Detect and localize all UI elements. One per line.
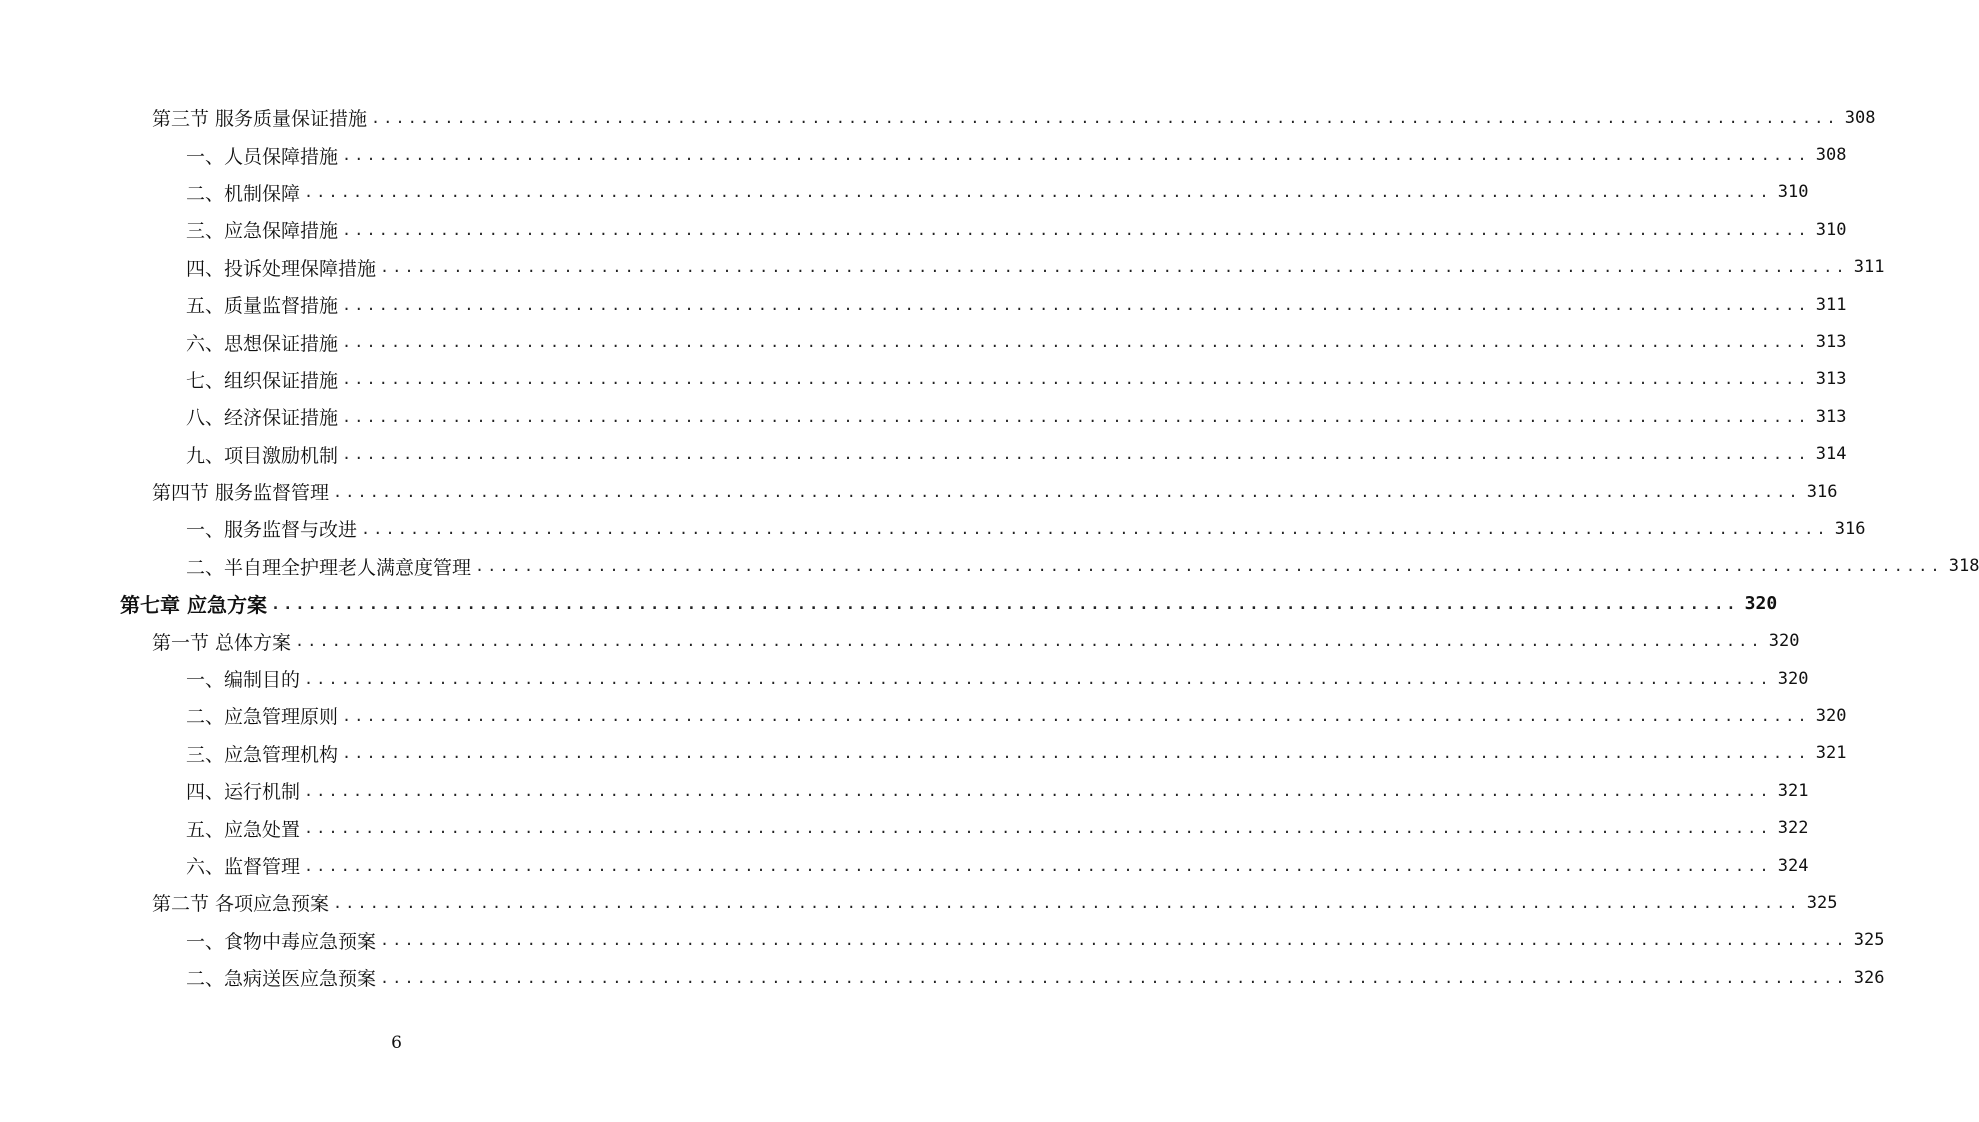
toc-entry-page-number: 325 (1853, 930, 1885, 951)
toc-entry-label: 四、运行机制 (186, 777, 304, 804)
toc-entry-section[interactable] (0, 473, 1838, 510)
table-of-contents (0, 99, 1979, 996)
page-number: 6 (391, 1033, 402, 1053)
toc-entry-item[interactable] (0, 286, 1847, 323)
toc-entry-item[interactable] (0, 697, 1847, 734)
toc-entry-label: 第七章 应急方案 (120, 589, 271, 618)
toc-dot-leader: ........................................................................................................................ (342, 295, 1810, 314)
toc-entry-page-number: 321 (1777, 780, 1809, 801)
toc-entry-label: 第四节 服务监督管理 (152, 478, 333, 505)
toc-entry-item[interactable] (0, 660, 1809, 697)
toc-entry-item[interactable] (0, 847, 1809, 884)
toc-entry-page-number: 316 (1834, 518, 1866, 539)
toc-entry-item[interactable] (0, 510, 1866, 547)
toc-entry-item[interactable] (0, 398, 1847, 435)
toc-entry-page-number: 308 (1815, 145, 1847, 166)
toc-entry-label: 三、应急管理机构 (186, 740, 342, 767)
toc-entry-section[interactable] (0, 884, 1838, 921)
toc-entry-item[interactable] (0, 772, 1809, 809)
toc-entry-page-number: 318 (1948, 556, 1979, 577)
toc-entry-page-number: 326 (1853, 967, 1885, 988)
toc-dot-leader: ........................................................................................................................ (270, 594, 1739, 613)
toc-entry-page-number: 308 (1844, 107, 1876, 128)
toc-entry-page-number: 313 (1815, 406, 1847, 427)
toc-dot-leader: ........................................................................................................................ (304, 856, 1772, 875)
toc-entry-label: 九、项目激励机制 (186, 441, 342, 468)
toc-entry-page-number: 320 (1777, 668, 1809, 689)
toc-dot-leader: ........................................................................................................................ (342, 146, 1810, 165)
toc-dot-leader: ........................................................................................................................ (333, 893, 1801, 912)
toc-dot-leader: ........................................................................................................................ (342, 333, 1810, 352)
toc-entry-item[interactable] (0, 323, 1847, 360)
toc-entry-label: 一、人员保障措施 (186, 142, 342, 169)
toc-entry-page-number: 324 (1777, 855, 1809, 876)
toc-entry-page-number: 313 (1815, 369, 1847, 390)
toc-entry-label: 二、急病送医应急预案 (186, 964, 380, 991)
toc-entry-page-number: 313 (1815, 332, 1847, 353)
toc-entry-page-number: 316 (1806, 481, 1838, 502)
toc-entry-label: 六、思想保证措施 (186, 329, 342, 356)
toc-dot-leader: ........................................................................................................................ (475, 557, 1943, 576)
toc-dot-leader: ........................................................................................................................ (342, 407, 1810, 426)
toc-entry-page-number: 320 (1815, 705, 1847, 726)
toc-dot-leader: ........................................................................................................................ (371, 108, 1839, 127)
toc-entry-label: 一、服务监督与改进 (186, 515, 361, 542)
toc-entry-label: 二、机制保障 (186, 179, 304, 206)
toc-entry-page-number: 311 (1853, 257, 1885, 278)
toc-dot-leader: ........................................................................................................................ (342, 744, 1810, 763)
toc-entry-label: 三、应急保障措施 (186, 216, 342, 243)
toc-dot-leader: ........................................................................................................................ (304, 669, 1772, 688)
toc-entry-page-number: 320 (1744, 593, 1778, 615)
toc-entry-chapter[interactable] (0, 585, 1778, 622)
toc-dot-leader: ........................................................................................................................ (342, 706, 1810, 725)
toc-dot-leader: ........................................................................................................................ (304, 781, 1772, 800)
toc-entry-item[interactable] (0, 211, 1847, 248)
toc-entry-item[interactable] (0, 735, 1847, 772)
toc-entry-page-number: 325 (1806, 892, 1838, 913)
toc-entry-label: 一、编制目的 (186, 665, 304, 692)
toc-entry-item[interactable] (0, 249, 1885, 286)
toc-entry-item[interactable] (0, 136, 1847, 173)
toc-entry-label: 七、组织保证措施 (186, 366, 342, 393)
toc-entry-item[interactable] (0, 361, 1847, 398)
toc-entry-label: 五、质量监督措施 (186, 291, 342, 318)
toc-entry-label: 四、投诉处理保障措施 (186, 254, 380, 281)
toc-entry-item[interactable] (0, 548, 1979, 585)
toc-entry-page-number: 314 (1815, 444, 1847, 465)
toc-entry-label: 第三节 服务质量保证措施 (152, 104, 371, 131)
toc-entry-label: 第一节 总体方案 (152, 628, 295, 655)
toc-dot-leader: ........................................................................................................................ (380, 258, 1848, 277)
toc-entry-label: 六、监督管理 (186, 852, 304, 879)
toc-dot-leader: ........................................................................................................................ (380, 931, 1848, 950)
toc-entry-page-number: 322 (1777, 818, 1809, 839)
toc-entry-page-number: 320 (1768, 631, 1800, 652)
toc-dot-leader: ........................................................................................................................ (304, 819, 1772, 838)
toc-entry-page-number: 311 (1815, 294, 1847, 315)
toc-entry-page-number: 321 (1815, 743, 1847, 764)
toc-dot-leader: ........................................................................................................................ (333, 482, 1801, 501)
toc-dot-leader: ........................................................................................................................ (304, 183, 1772, 202)
toc-entry-label: 五、应急处置 (186, 815, 304, 842)
toc-entry-item[interactable] (0, 809, 1809, 846)
toc-dot-leader: ........................................................................................................................ (342, 445, 1810, 464)
toc-entry-item[interactable] (0, 436, 1847, 473)
toc-entry-page-number: 310 (1815, 219, 1847, 240)
toc-entry-item[interactable] (0, 174, 1809, 211)
toc-entry-label: 二、半自理全护理老人满意度管理 (186, 553, 475, 580)
toc-entry-page-number: 310 (1777, 182, 1809, 203)
toc-entry-section[interactable] (0, 622, 1800, 659)
toc-dot-leader: ........................................................................................................................ (380, 968, 1848, 987)
toc-entry-label: 八、经济保证措施 (186, 403, 342, 430)
toc-dot-leader: ........................................................................................................................ (361, 519, 1829, 538)
toc-dot-leader: ........................................................................................................................ (342, 370, 1810, 389)
toc-entry-item[interactable] (0, 959, 1885, 996)
toc-entry-section[interactable] (0, 99, 1876, 136)
toc-entry-label: 一、食物中毒应急预案 (186, 927, 380, 954)
toc-entry-item[interactable] (0, 922, 1885, 959)
toc-entry-label: 二、应急管理原则 (186, 702, 342, 729)
toc-entry-label: 第二节 各项应急预案 (152, 889, 333, 916)
toc-dot-leader: ........................................................................................................................ (342, 220, 1810, 239)
toc-dot-leader: ........................................................................................................................ (295, 632, 1763, 651)
